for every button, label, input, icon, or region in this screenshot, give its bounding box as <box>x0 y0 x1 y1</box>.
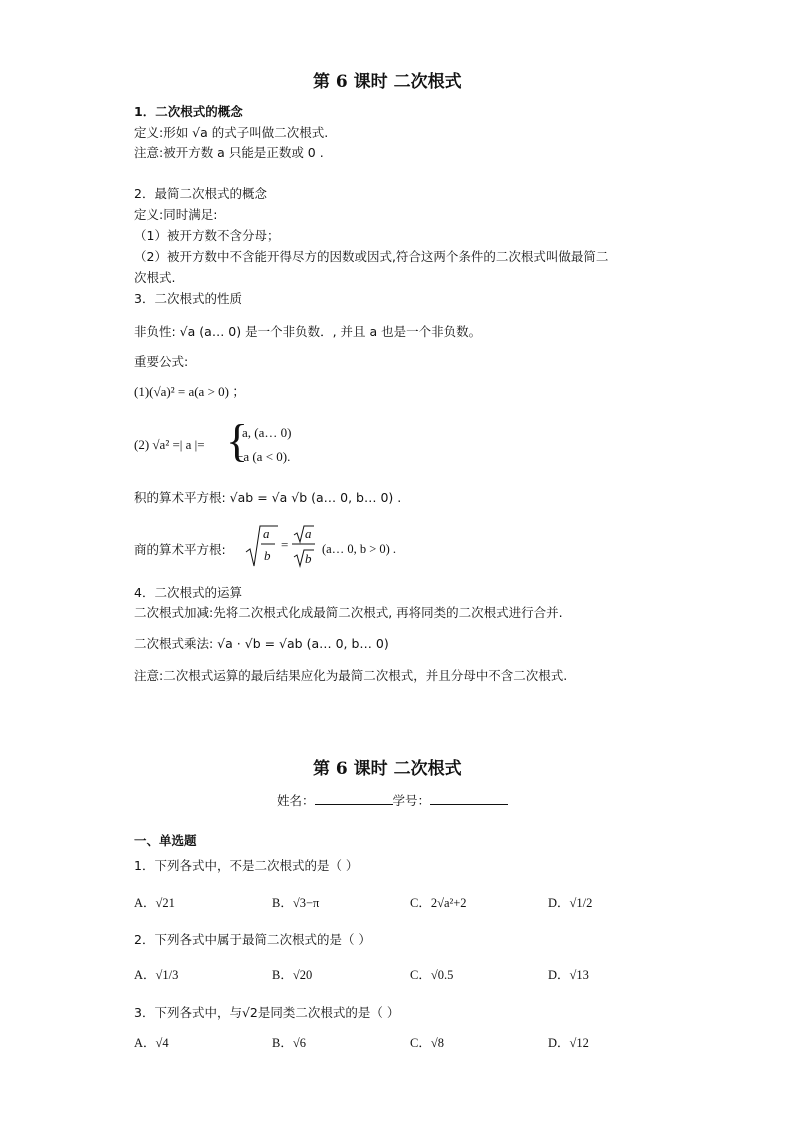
condition-2-cont: 次根式. <box>134 270 176 285</box>
condition-1: （1）被开方数不含分母； <box>134 228 280 243</box>
definition2-line: 定义:同时满足: <box>134 207 218 222</box>
heading-properties: 3．二次根式的性质 <box>134 291 242 306</box>
formulas-label: 重要公式: <box>134 354 189 369</box>
q1-option-b[interactable]: B．√3−π <box>272 896 320 910</box>
name-label: 姓名： <box>277 793 315 808</box>
formula-2-case1: a, (a… 0) <box>242 425 292 440</box>
q1-option-d[interactable]: D．√1/2 <box>548 896 593 910</box>
q2-option-b[interactable]: B．√20 <box>272 968 313 982</box>
svg-text:b: b <box>264 548 271 563</box>
quotient-label: 商的算术平方根: <box>134 542 226 557</box>
svg-text:a: a <box>305 526 312 541</box>
svg-text:=: = <box>281 537 289 552</box>
q1-option-c[interactable]: C．2√a²+2 <box>410 896 467 910</box>
left-brace: { <box>226 415 249 466</box>
id-label: 学号： <box>392 793 431 808</box>
heading-concept: 1．二次根式的概念 <box>134 104 243 119</box>
section1-title: 第 6 课时 二次根式 <box>313 72 462 92</box>
formula-1: (1)(√a)² = a(a > 0) ； <box>134 384 246 399</box>
note-operations: 注意:二次根式运算的最后结果应化为最简二次根式，并且分母中不含二次根式. <box>134 668 568 683</box>
nonnegativity-line: 非负性: √a (a… 0) 是一个非负数．, 并且 a 也是一个非负数。 <box>134 324 482 339</box>
heading-simplest: 2．最简二次根式的概念 <box>134 186 267 201</box>
heading-operations: 4．二次根式的运算 <box>134 585 242 600</box>
q3-option-c[interactable]: C．√8 <box>410 1036 444 1050</box>
section2-title: 第 6 课时 二次根式 <box>313 759 462 779</box>
q3-option-b[interactable]: B．√6 <box>272 1036 306 1050</box>
quotient-formula <box>244 522 316 572</box>
q2-option-a[interactable]: A．√1/3 <box>134 968 179 982</box>
svg-text:a: a <box>263 526 270 541</box>
condition-2: （2）被开方数中不含能开得尽方的因数或因式,符合这两个条件的二次根式叫做最简二 <box>134 249 609 264</box>
note-line: 注意:被开方数 a 只能是正数或 0 . <box>134 145 324 160</box>
q2-option-c[interactable]: C．√0.5 <box>410 968 454 982</box>
q1-option-a[interactable]: A．√21 <box>134 896 175 910</box>
part-heading: 一、单选题 <box>134 833 197 848</box>
quotient-condition: (a… 0, b > 0) . <box>322 542 397 556</box>
q2-option-d[interactable]: D．√13 <box>548 968 589 982</box>
name-id-line <box>277 792 508 809</box>
name-blank[interactable] <box>315 792 393 805</box>
svg-text:b: b <box>305 551 312 566</box>
id-blank[interactable] <box>430 792 508 805</box>
formula-2-left: (2) √a² =| a |= <box>134 437 205 452</box>
product-rule: 积的算术平方根: √ab = √a √b (a… 0, b… 0) . <box>134 490 402 505</box>
question-1-stem: 1．下列各式中，不是二次根式的是（ ） <box>134 858 359 873</box>
multiplication-rule: 二次根式乘法: √a · √b = √ab (a… 0, b… 0) <box>134 636 389 651</box>
add-subtract-rule: 二次根式加减:先将二次根式化成最简二次根式, 再将同类的二次根式进行合并. <box>134 605 563 620</box>
q3-option-d[interactable]: D．√12 <box>548 1036 589 1050</box>
question-2-stem: 2．下列各式中属于最简二次根式的是（ ） <box>134 932 371 947</box>
q3-option-a[interactable]: A．√4 <box>134 1036 169 1050</box>
question-3-stem: 3．下列各式中，与√2是同类二次根式的是（ ） <box>134 1005 400 1020</box>
formula-2-case2: −a (a < 0). <box>236 449 291 464</box>
definition-line: 定义:形如 √a 的式子叫做二次根式. <box>134 125 329 140</box>
